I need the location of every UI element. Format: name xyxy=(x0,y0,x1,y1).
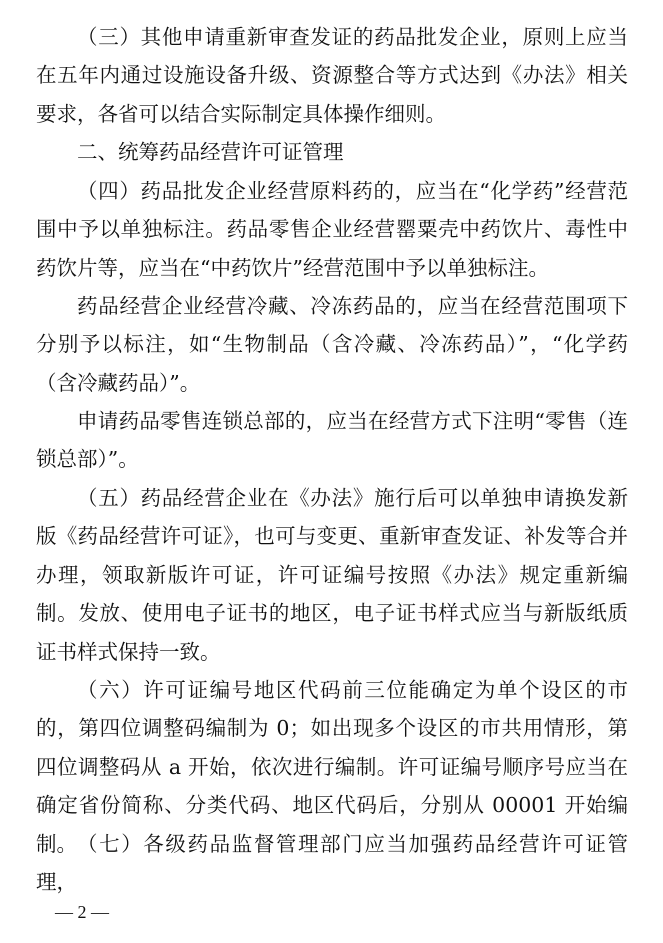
paragraph-6: （六）许可证编号地区代码前三位能确定为单个设区的市的，第四位调整码编制为 0；如出现多个设区的市共用情形，第四位调整码从 a 开始，依次进行编制。许可证编号顺序号应当在确定省份简称、分类代码、地区代码后，分别从 00001 开始编制。 xyxy=(36,678,628,856)
paragraph-7: （七）各级药品监督管理部门应当加强药品经营许可证管理， xyxy=(36,832,628,895)
paragraph-5: （五）药品经营企业在《办法》施行后可以单独申请换发新版《药品经营许可证》，也可与变更、重新审查发证、补发等合并办理，领取新版许可证，许可证编号按照《办法》规定重新编制。发放、使用电子证书的地区，电子证书样式应当与新版纸质证书样式保持一致。 xyxy=(36,486,628,664)
paragraph-4: （四）药品批发企业经营原料药的，应当在“化学药”经营范围中予以单独标注。药品零售企业经营罂粟壳中药饮片、毒性中药饮片等，应当在“中药饮片”经营范围中予以单独标注。 xyxy=(36,179,628,280)
paragraph-retail-chain: 申请药品零售连锁总部的，应当在经营方式下注明“零售（连锁总部）”。 xyxy=(36,409,628,472)
section-heading-2: 二、统筹药品经营许可证管理 xyxy=(77,140,344,164)
paragraph-cold-chain: 药品经营企业经营冷藏、冷冻药品的，应当在经营范围项下分别予以标注，如“生物制品（含冷藏、冷冻药品）”，“化学药（含冷藏药品）”。 xyxy=(36,294,628,395)
page-number: — 2 — xyxy=(55,902,109,922)
paragraph-3: （三）其他申请重新审查发证的药品批发企业，原则上应当在五年内通过设施设备升级、资源整合等方式达到《办法》相关要求，各省可以结合实际制定具体操作细则。 xyxy=(36,25,628,126)
